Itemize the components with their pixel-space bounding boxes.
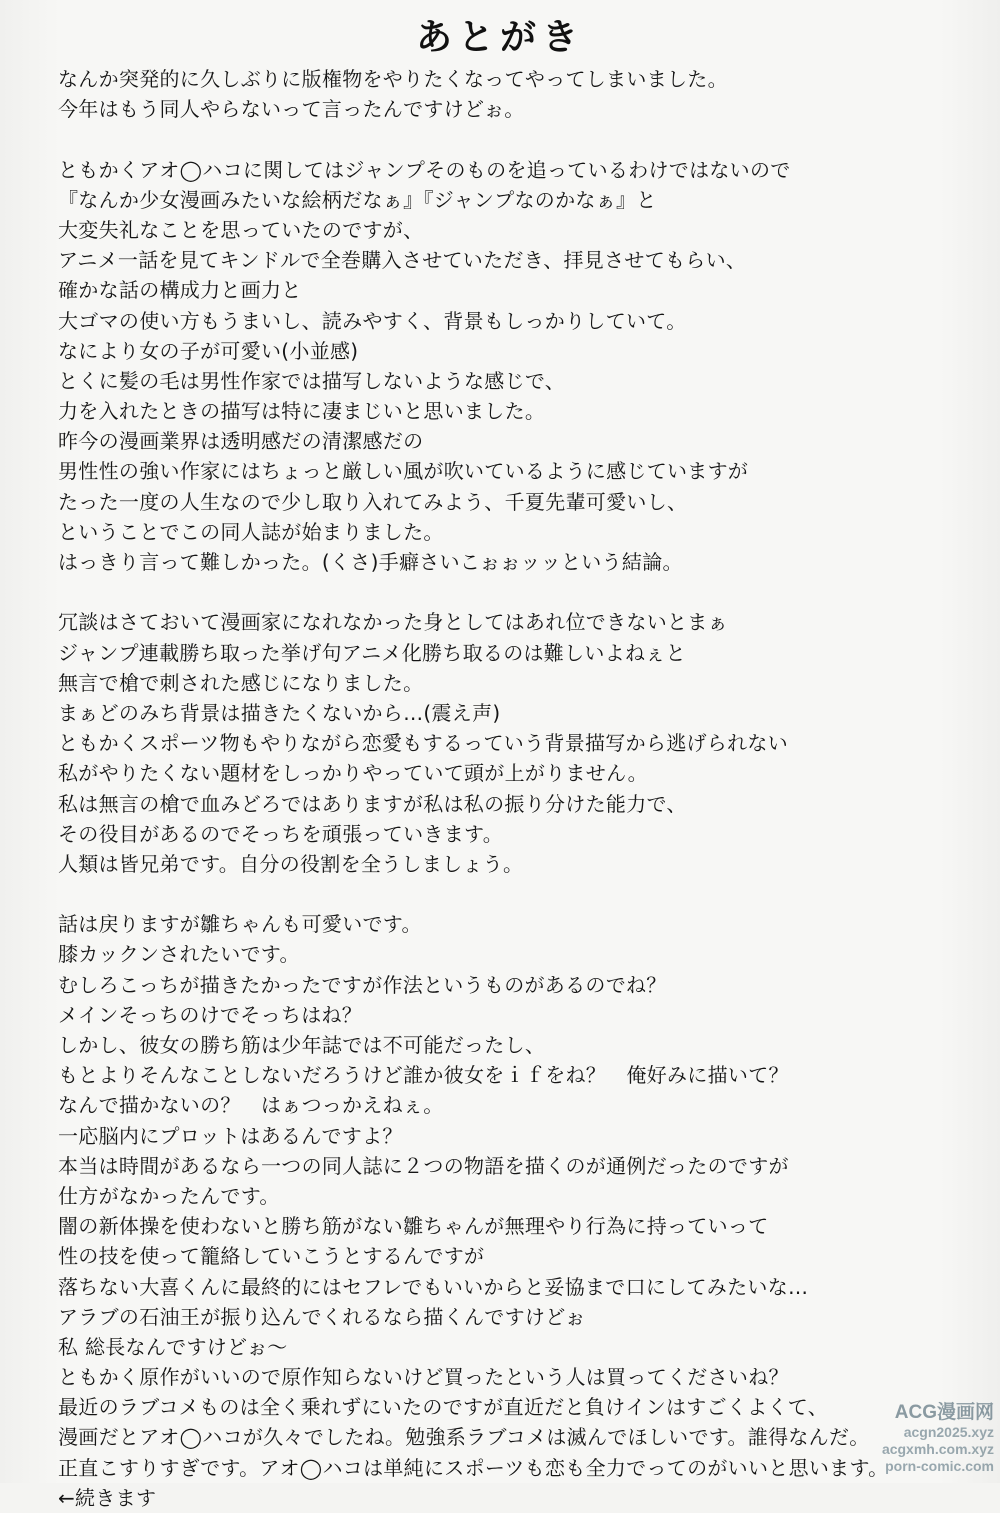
text-line: なんか突発的に久しぶりに版権物をやりたくなってやってしまいました。 <box>58 67 728 91</box>
text-line: 大ゴマの使い方もうまいし、読みやすく、背景もしっかりしていて。 <box>58 308 687 333</box>
text-line: なにより女の子が可愛い(小並感) <box>58 338 359 363</box>
text-line: 人類は皆兄弟です。自分の役割を全うしましょう。 <box>58 851 524 876</box>
text-line: 私 総長なんですけどぉ～ <box>58 1334 288 1359</box>
text-line: 冗談はさておいて漫画家になれなかった身としてはあれ位できないとまぁ <box>58 610 728 635</box>
watermark-line: porn-comic.com <box>885 1458 994 1474</box>
text-line: 本当は時間があるなら一つの同人誌に２つの物語を描くのが通例だったのですが <box>58 1153 789 1178</box>
text-line: 性の技を使って籠絡していこうとするんですが <box>58 1244 485 1269</box>
text-line: 膝カックンされたいです。 <box>58 942 300 967</box>
text-line: その役目があるのでそっちを頑張っていきます。 <box>58 821 503 846</box>
text-line: 仕方がなかったんです。 <box>58 1183 280 1208</box>
text-line: 話は戻りますが雛ちゃんも可愛いです。 <box>58 912 422 937</box>
text-line: 男性性の強い作家にはちょっと厳しい風が吹いているように感じていますが <box>58 459 749 484</box>
afterword-text <box>58 64 958 1513</box>
text-line: 一応脳内にプロットはあるんですよ？ <box>58 1123 403 1148</box>
text-line: 昨今の漫画業界は透明感だの清潔感だの <box>58 429 424 454</box>
watermark <box>844 1402 994 1475</box>
text-line: 『なんか少女漫画みたいな絵柄だなぁ』『ジャンプなのかなぁ』と <box>58 187 657 212</box>
text-line: むしろこっちが描きたかったですが作法というものがあるのでね？ <box>58 972 667 997</box>
text-line: 漫画だとアオ◯ハコが久々でしたね。勉強系ラブコメは滅んでほしいです。誰得なんだ。 <box>58 1425 870 1450</box>
text-line: 落ちない大喜くんに最終的にはセフレでもいいからと妥協まで口にしてみたいな… <box>58 1274 809 1299</box>
text-line: 私がやりたくない題材をしっかりやっていて頭が上がりません。 <box>58 761 648 786</box>
watermark-line: acgxmh.com.xyz <box>881 1441 994 1457</box>
text-line: 正直こすりすぎです。アオ◯ハコは単純にスポーツも恋も全力でってのがいいと思います。 <box>58 1455 889 1480</box>
text-line: まぁどのみち背景は描きたくないから…(震え声) <box>58 700 501 725</box>
text-line: ともかくスポーツ物もやりながら恋愛もするっていう背景描写から逃げられない <box>58 731 788 756</box>
text-line: 闇の新体操を使わないと勝ち筋がない雛ちゃんが無理やり行為に持っていって <box>58 1214 769 1239</box>
watermark-logo: ACG漫画网 <box>894 1402 994 1423</box>
text-line: ジャンプ連載勝ち取った挙げ句アニメ化勝ち取るのは難しいよねぇと <box>58 640 686 665</box>
paragraph-gap <box>58 879 958 909</box>
text-line: アニメ一話を見てキンドルで全巻購入させていただき、拝見させてもらい、 <box>58 248 747 273</box>
text-line: しかし、彼女の勝ち筋は少年誌では不可能だったし、 <box>58 1033 546 1057</box>
watermark-line: acgn2025.xyz <box>903 1424 994 1440</box>
text-line: 無言で槍で刺された感じになりました。 <box>58 670 424 695</box>
text-line: 力を入れたときの描写は特に凄まじいと思いました。 <box>58 399 546 424</box>
text-line: 最近のラブコメものは全く乗れずにいたのですが直近だと負けインはすごくよくて、 <box>58 1395 828 1420</box>
text-line: 私は無言の槍で血みどろではありますが私は私の振り分けた能力で、 <box>58 791 687 816</box>
paragraph-gap <box>58 577 958 607</box>
text-line: ということでこの同人誌が始まりました。 <box>58 519 444 544</box>
text-line: とくに髪の毛は男性作家では描写しないような感じで、 <box>58 368 566 393</box>
text-line: もとよりそんなことしないだろうけど誰か彼女をｉｆをね？ 俺好みに描いて？ <box>58 1063 789 1088</box>
page-title: あとがき <box>415 16 584 58</box>
paragraph-gap <box>58 124 958 154</box>
text-line: メインそっちのけでそっちはね？ <box>58 1002 363 1027</box>
text-line: アラブの石油王が振り込んでくれるなら描くんですけどぉ <box>58 1304 586 1329</box>
text-line: ともかくアオ◯ハコに関してはジャンプそのものを追っているわけではないので <box>58 157 791 182</box>
text-line: たった一度の人生なので少し取り入れてみよう、千夏先輩可愛いし、 <box>58 489 688 514</box>
text-line: 確かな話の構成力と画力と <box>58 278 302 303</box>
text-line: 大変失礼なことを思っていたのですが、 <box>58 217 424 242</box>
text-line: ともかく原作がいいので原作知らないけど買ったという人は買ってくださいね？ <box>58 1365 789 1390</box>
text-line: はっきり言って難しかった。(くさ)手癖さいこぉぉッッという結論。 <box>58 550 683 574</box>
text-line: 今年はもう同人やらないって言ったんですけどぉ。 <box>58 97 525 122</box>
text-line: ←続きます <box>58 1485 157 1510</box>
text-line: なんで描かないの？ はぁつっかえねぇ。 <box>58 1093 444 1118</box>
